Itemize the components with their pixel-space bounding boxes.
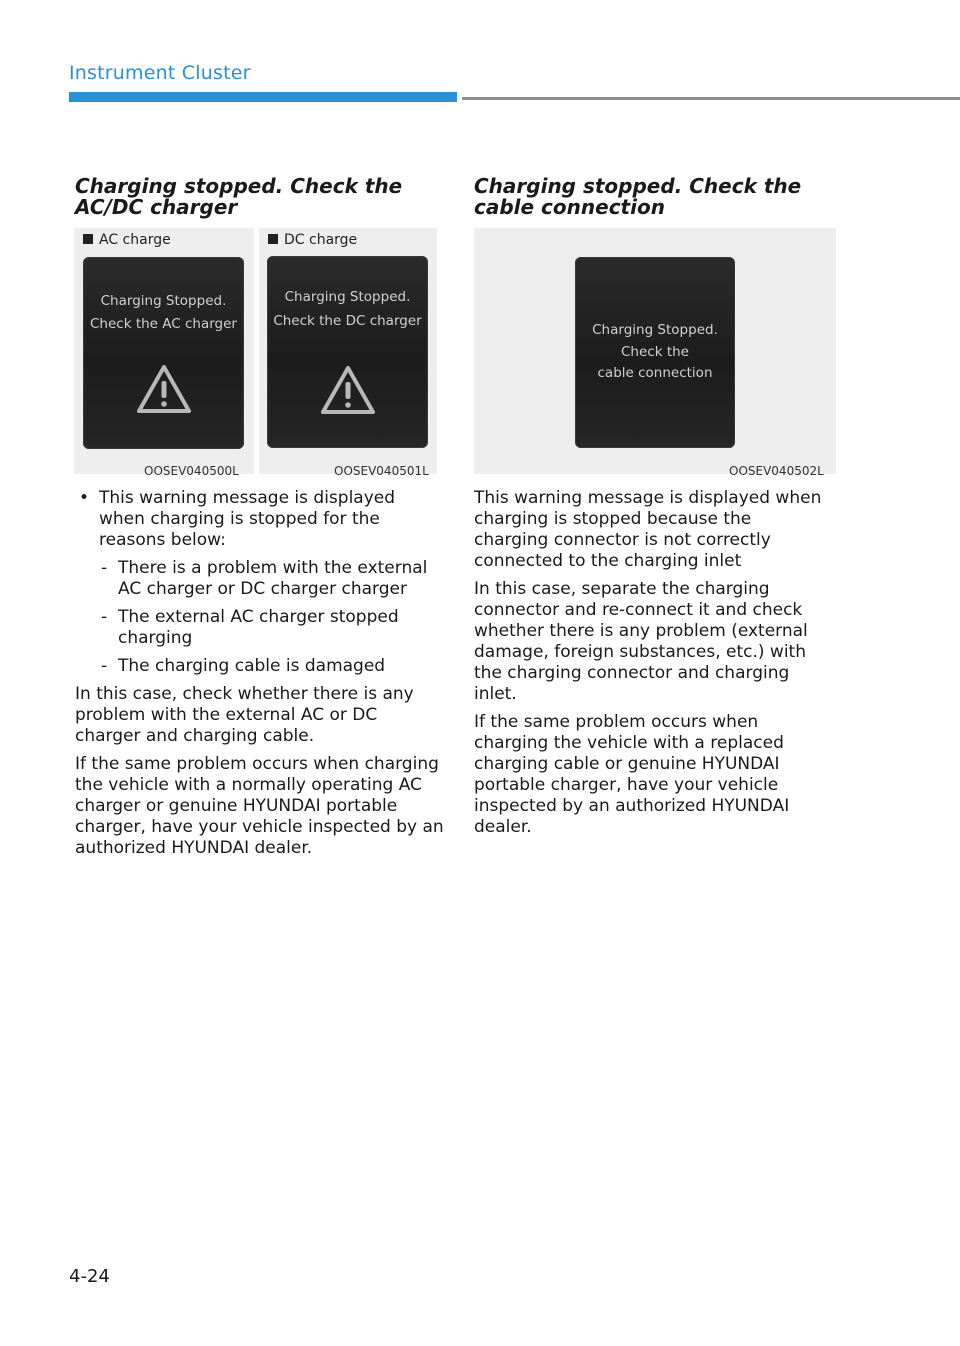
ac-charge-label [83, 232, 171, 248]
page-number: 4-24 [69, 1266, 110, 1287]
dash-icon: - [101, 558, 108, 578]
ac-charge-figure [74, 228, 254, 478]
square-bullet-icon [268, 234, 278, 244]
dc-figure-code: OOSEV040501L [334, 464, 429, 478]
ac-cluster-screen [83, 257, 244, 449]
ac-screen-line1: Charging Stopped. [100, 293, 227, 309]
bullet-dot-icon: • [79, 488, 90, 508]
sub-item [75, 607, 445, 649]
right-paragraph-1: This warning message is displayed when charging is stopped because the charging connector is not correctly connected to the charging inlet [474, 488, 822, 571]
bullet-text: This warning message is displayed when charging is stopped for the reasons below: [99, 488, 396, 550]
sub-item-text: The charging cable is damaged [118, 656, 386, 676]
dc-screen-line2: Check the DC charger [273, 313, 422, 329]
bullet-item [75, 488, 445, 551]
ac-charge-label-text: AC charge [99, 232, 171, 248]
left-body [75, 488, 445, 866]
left-heading: Charging stopped. Check the AC/DC charger [75, 174, 403, 219]
ac-figure-code: OOSEV040500L [144, 464, 239, 478]
cable-screen-line3: cable connection [597, 365, 713, 381]
header-rule [462, 97, 960, 100]
warning-triangle-icon [136, 363, 192, 415]
sub-item-text: The external AC charger stopped charging [118, 607, 399, 648]
section-title: Instrument Cluster [69, 62, 251, 84]
right-paragraph-2: In this case, separate the charging connector and re-connect it and check whether there is any problem (external damage, foreign substances, etc.) with the charging connector and charging inlet. [474, 579, 808, 704]
dc-charge-figure [259, 228, 437, 478]
dc-charge-label-text: DC charge [284, 232, 358, 248]
right-body [474, 488, 829, 845]
dc-screen-line1: Charging Stopped. [284, 289, 411, 305]
dc-charge-label [268, 232, 357, 248]
sub-item-text: There is a problem with the external AC charger or DC charger charger [118, 558, 428, 599]
ac-screen-line2: Check the AC charger [90, 316, 237, 332]
dash-icon: - [101, 607, 108, 627]
cable-figure-code: OOSEV040502L [729, 464, 824, 478]
square-bullet-icon [83, 234, 93, 244]
sub-item [75, 656, 445, 677]
cable-cluster-screen [575, 257, 735, 448]
cable-screen-line1: Charging Stopped. [592, 322, 718, 338]
left-paragraph-1: In this case, check whether there is any problem with the external AC or DC charger and charging cable. [75, 684, 414, 746]
right-heading: Charging stopped. Check the cable connection [474, 174, 802, 219]
cable-connection-figure [474, 228, 836, 478]
dc-cluster-screen [267, 256, 428, 448]
right-paragraph-3: If the same problem occurs when charging the vehicle with a replaced charging cable or genuine HYUNDAI portable charger, have your vehicle inspected by an authorized HYUNDAI dealer. [474, 712, 790, 837]
warning-triangle-icon [320, 364, 376, 416]
left-paragraph-2: If the same problem occurs when charging the vehicle with a normally operating AC charger or genuine HYUNDAI portable charger, have your vehicle inspected by an authorized HYUNDAI dealer. [75, 754, 444, 858]
cable-screen-line2: Check the [621, 344, 689, 360]
header-accent-bar [69, 92, 457, 102]
sub-item [75, 558, 445, 600]
dash-icon: - [101, 656, 108, 676]
